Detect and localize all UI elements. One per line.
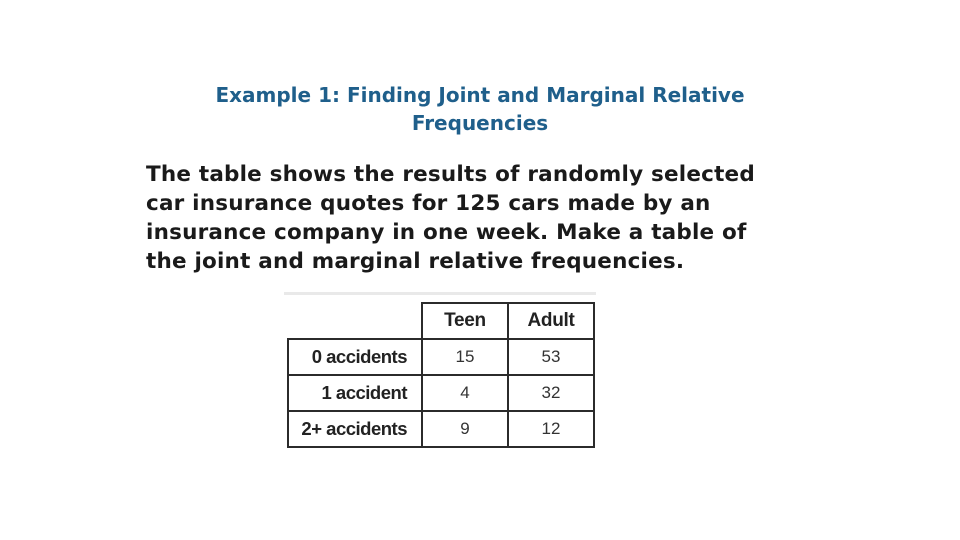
- column-header-teen: Teen: [422, 303, 508, 339]
- divider: [284, 292, 596, 295]
- cell-1-accident-adult: 32: [508, 375, 594, 411]
- table-header-row: [288, 303, 594, 339]
- cell-0-accidents-teen: 15: [422, 339, 508, 375]
- row-header-2plus-accidents: 2+ accidents: [288, 411, 422, 447]
- problem-line-2: car insurance quotes for 125 cars made by an: [146, 191, 711, 216]
- table-row: [288, 339, 594, 375]
- table-corner-cell: [288, 303, 422, 339]
- slide-title-line-2: Frequencies: [411, 111, 549, 135]
- column-header-adult: Adult: [508, 303, 594, 339]
- cell-2plus-accidents-adult: 12: [508, 411, 594, 447]
- row-header-0-accidents: 0 accidents: [288, 339, 422, 375]
- cell-0-accidents-adult: 53: [508, 339, 594, 375]
- problem-line-1: The table shows the results of randomly selected: [146, 162, 755, 187]
- problem-line-4: the joint and marginal relative frequencies.: [146, 249, 685, 274]
- problem-line-3: insurance company in one week. Make a table of: [146, 220, 747, 245]
- table-row: [288, 375, 594, 411]
- row-header-1-accident: 1 accident: [288, 375, 422, 411]
- frequency-table: [287, 302, 595, 448]
- table-row: [288, 411, 594, 447]
- cell-1-accident-teen: 4: [422, 375, 508, 411]
- slide-title-line-1: Example 1: Finding Joint and Marginal Relative: [215, 83, 745, 107]
- cell-2plus-accidents-teen: 9: [422, 411, 508, 447]
- slide-title: [150, 81, 810, 137]
- problem-statement: [146, 160, 826, 276]
- frequency-table-figure: [284, 292, 600, 452]
